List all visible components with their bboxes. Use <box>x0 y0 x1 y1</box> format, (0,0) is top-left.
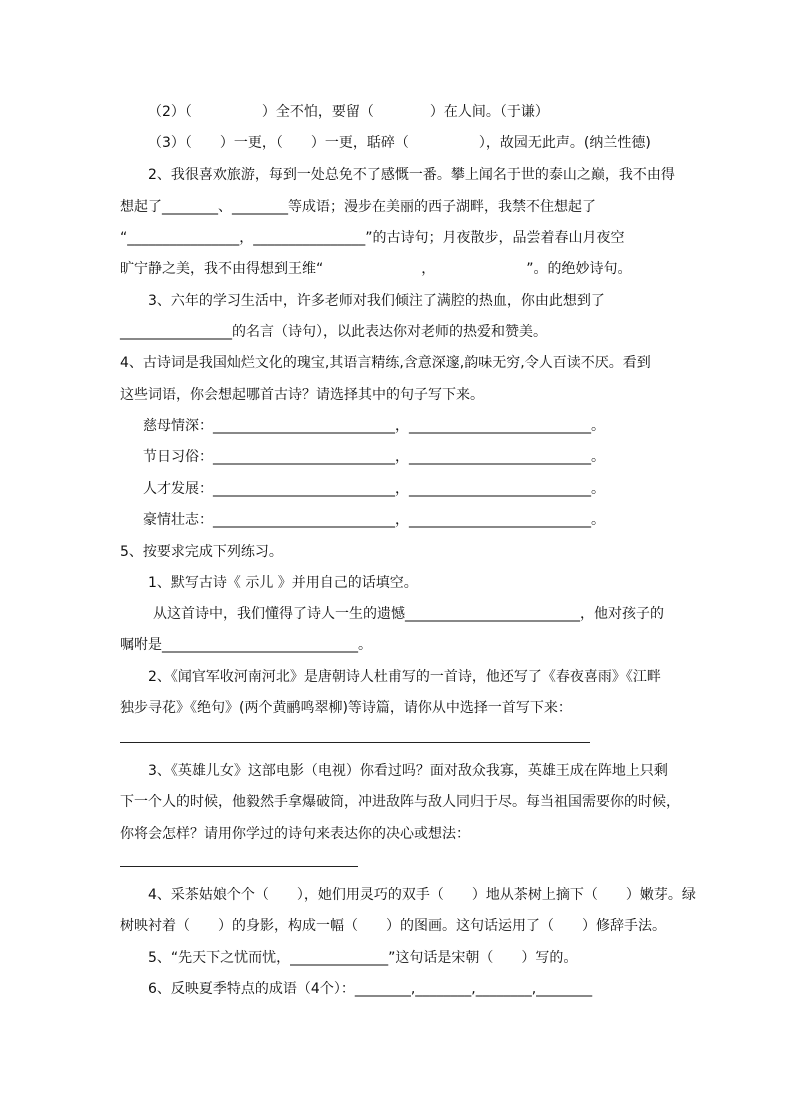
question-line: ________________的名言（诗句），以此表达你对老师的热爱和赞美。 <box>120 324 547 340</box>
answer-rule <box>120 866 358 867</box>
question-line: 2、《闻官军收河南河北》是唐朝诗人杜甫写的一首诗，他还写了《春夜喜雨》《江畔 <box>148 669 661 685</box>
question-line: 旷宁静之美，我不由得想到王维“ ， ”。的绝妙诗句。 <box>120 261 632 277</box>
answer-rule <box>120 742 590 743</box>
question-line: 嘱咐是____________________________。 <box>120 637 372 653</box>
question-line: 4、采茶姑娘个个（ ），她们用灵巧的双手（ ）地从茶树上摘下（ ）嫩芽。绿 <box>148 887 696 903</box>
answer-line: 豪情壮志：__________________________，__________________________。 <box>143 512 605 528</box>
question-line: 2、我很喜欢旅游，每到一处总免不了感慨一番。攀上闻名于世的泰山之巅，我不由得 <box>148 167 675 183</box>
answer-line: 节日习俗：__________________________，__________________________。 <box>143 449 605 465</box>
answer-line: 人才发展：__________________________，__________________________。 <box>143 481 605 497</box>
question-line: 3、《英雄儿女》这部电影（电视）你看过吗？面对敌众我寡，英雄王成在阵地上只剩 <box>148 763 668 779</box>
question-line: （3）（ ）一更，（ ）一更，聒碎（ ），故园无此声。(纳兰性德) <box>148 135 651 151</box>
question-line: 从这首诗中，我们懂得了诗人一生的遗憾_________________________，他对孩子的 <box>153 606 664 622</box>
question-line: 3、六年的学习生活中，许多老师对我们倾注了满腔的热血，你由此想到了 <box>148 293 605 309</box>
question-line: 6、反映夏季特点的成语（4个）：________,________,________,________ <box>148 981 593 997</box>
question-line: 树映衬着（ ）的身影，构成一幅（ ）的图画。这句话运用了（ ）修辞手法。 <box>120 918 666 934</box>
question-line: 想起了________、________等成语；漫步在美丽的西子湖畔，我禁不住想起了 <box>120 199 596 215</box>
question-line: 下一个人的时候，他毅然手拿爆破筒，冲进敌阵与敌人同归于尽。每当祖国需要你的时候， <box>120 794 680 810</box>
question-line: 5、“先天下之忧而忧，______________”这句话是宋朝（ ）写的。 <box>148 950 578 966</box>
section-heading: 5、按要求完成下列练习。 <box>120 544 283 560</box>
question-line: “________________，________________”的古诗句；月夜散步，品尝着春山月夜空 <box>120 230 625 246</box>
question-line: （2）（ ）全不怕，要留（ ）在人间。（于谦） <box>148 104 549 120</box>
question-line: 4、古诗词是我国灿烂文化的瑰宝,其语言精练,含意深邃,韵味无穷,令人百读不厌。看到 <box>120 355 651 371</box>
question-line: 1、默写古诗《 示儿 》并用自己的话填空。 <box>148 575 418 591</box>
question-line: 你将会怎样？请用你学过的诗句来表达你的决心或想法： <box>120 826 470 842</box>
question-line: 独步寻花》《绝句》(两个黄鹂鸣翠柳)等诗篇，请你从中选择一首写下来： <box>120 700 572 716</box>
question-line: 这些词语，你会想起哪首古诗？请选择其中的句子写下来。 <box>120 387 484 403</box>
answer-line: 慈母情深：__________________________，__________________________。 <box>143 418 605 434</box>
